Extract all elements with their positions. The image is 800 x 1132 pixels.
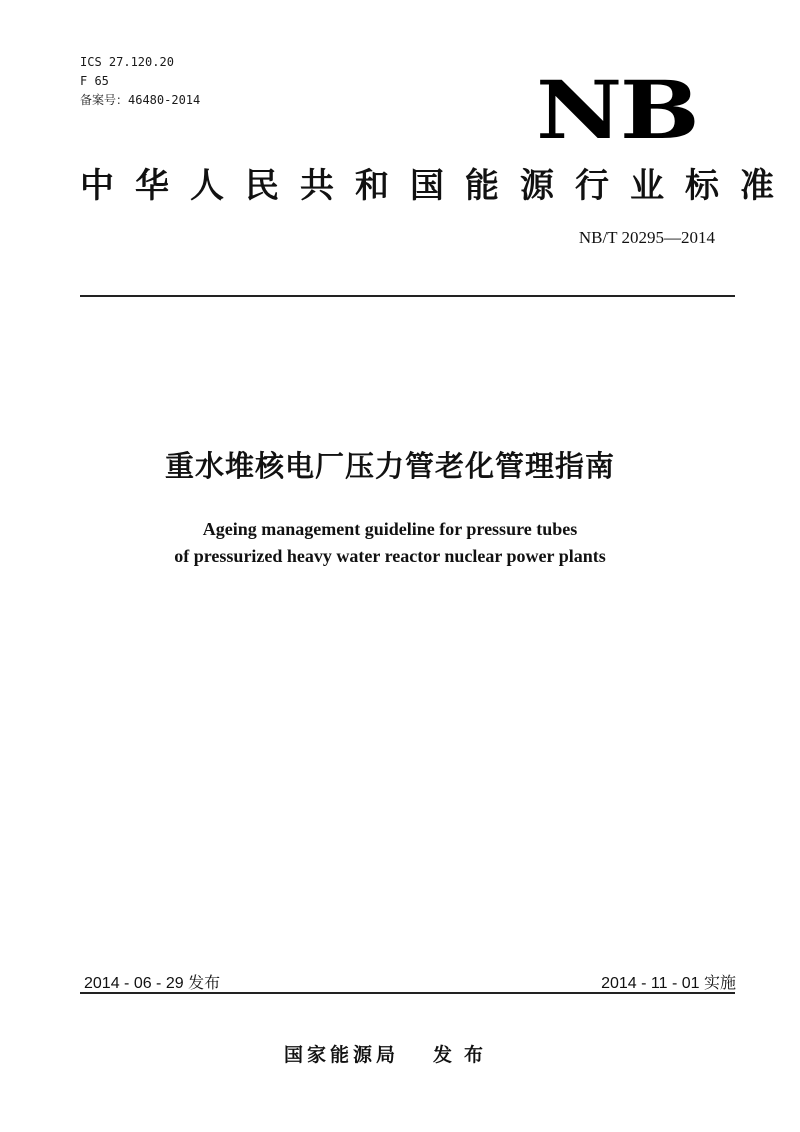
ccs-code: F 65 <box>80 74 109 88</box>
ics-code: ICS 27.120.20 <box>80 55 174 69</box>
industry-standard-title: 中华人民共和国能源行业标准 <box>80 166 795 206</box>
english-title-line-2: of pressurized heavy water reactor nuclear power plants <box>174 546 606 566</box>
implementation-date: 2014 - 11 - 01 实施 <box>601 975 736 992</box>
english-title-line-1: Ageing management guideline for pressure tubes <box>202 519 578 539</box>
classification-block <box>80 53 200 110</box>
filing-number: 备案号：46480-2014 <box>80 93 201 107</box>
issue-date: 2014 - 06 - 29 发布 <box>84 975 221 992</box>
bottom-divider <box>80 992 735 994</box>
standard-number: NB/T 20295—2014 <box>578 228 715 247</box>
issuer-name: 国家能源局 <box>284 1044 400 1066</box>
issuer-line <box>284 1040 495 1067</box>
top-divider <box>80 295 735 297</box>
nb-logo: NB <box>536 63 698 157</box>
issuer-action: 发布 <box>433 1044 496 1066</box>
document-title-chinese: 重水堆核电厂压力管老化管理指南 <box>164 449 615 483</box>
document-title-english <box>0 516 780 570</box>
